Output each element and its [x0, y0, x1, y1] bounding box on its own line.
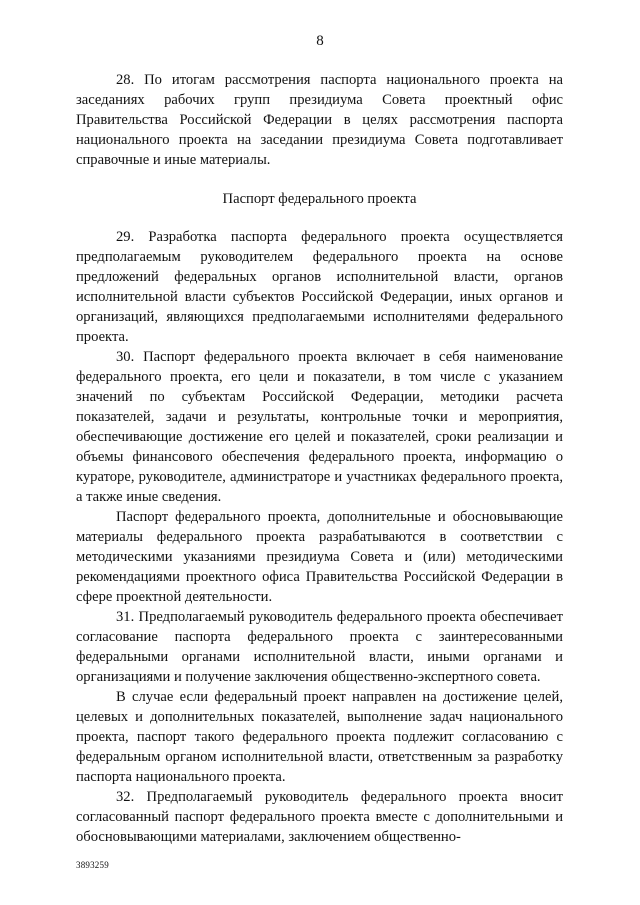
paragraph-30-continued: Паспорт федерального проекта, дополнительные и обосновывающие материалы федерального проекта разрабатываются в соответствии с методическими указаниями президиума Совета и (или) методическими рекомендациями проектного офиса Правительства Российской Федерации в сфере проектной деятельности. — [76, 509, 563, 605]
document-body — [76, 70, 563, 847]
paragraph-30: 30. Паспорт федерального проекта включает в себя наименование федерального проекта, его цели и показатели, в том числе с указанием значений по субъектам Российской Федерации, методики расчета показателей, задачи и результаты, контрольные точки и мероприятия, обеспечивающие достижение его целей и показателей, сроки реализации и объемы финансового обеспечения федерального проекта, информацию о кураторе, руководителе, администраторе и участниках федерального проекта, а также иные сведения. — [76, 349, 563, 505]
section-heading: Паспорт федерального проекта — [222, 191, 417, 207]
paragraph-32: 32. Предполагаемый руководитель федерального проекта вносит согласованный паспорт федерального проекта вместе с дополнительными и обосновывающими материалами, заключением общественно- — [76, 789, 563, 845]
document-code: 3893259 — [76, 860, 109, 870]
paragraph-28: 28. По итогам рассмотрения паспорта национального проекта на заседаниях рабочих групп президиума Совета проектный офис Правительства Российской Федерации в целях рассмотрения паспорта национального проекта на заседании президиума Совета подготавливает справочные и иные материалы. — [76, 72, 563, 168]
page-number: 8 — [316, 33, 324, 49]
paragraph-31-continued: В случае если федеральный проект направлен на достижение целей, целевых и дополнительных показателей, выполнение задач национального проекта, паспорт такого федерального проекта подлежит согласованию с федеральным органом исполнительной власти, ответственным за разработку паспорта национального проекта. — [76, 689, 563, 785]
paragraph-29: 29. Разработка паспорта федерального проекта осуществляется предполагаемым руководителем федерального проекта на основе предложений федеральных органов исполнительной власти, органов исполнительной власти субъектов Российской Федерации, иных органов и организаций, являющихся предполагаемыми исполнителями федерального проекта. — [76, 229, 563, 345]
paragraph-31: 31. Предполагаемый руководитель федерального проекта обеспечивает согласование паспорта федерального проекта с заинтересованными федеральными органами исполнительной власти, иными органами и организациями и получение заключения общественно-экспертного совета. — [76, 609, 563, 685]
